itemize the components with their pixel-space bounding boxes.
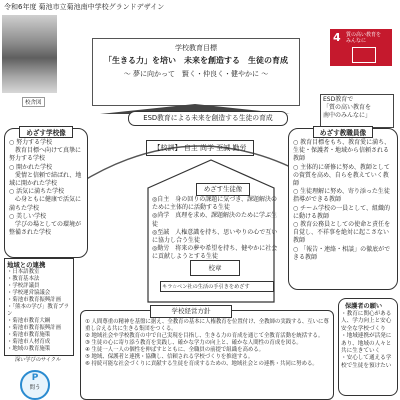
- list-item: ・菊池市教育大綱: [7, 318, 51, 324]
- list-item: ・学校運営協議会: [7, 290, 51, 296]
- list-item: ○ 教育目標をもち、教育愛に満ち、生徒・保護者・地域から信頼される教師: [293, 139, 391, 163]
- goal-line2: ～ 夢に向かって 賢く・仲良く・健やかに ～: [123, 70, 269, 78]
- school-vision-box: [4, 128, 88, 258]
- community-header: 地域との連携: [7, 261, 46, 269]
- list-item: ・学校評議員: [7, 283, 40, 289]
- list-item: ◎至誠 人権意識を持ち、思いやりの心で互いに協力し合う生徒: [152, 228, 278, 245]
- school-vision-header: めざす学校像: [19, 126, 73, 138]
- cycle-p: P: [31, 373, 39, 383]
- list-item: ○ チーム学校の一員として、組織的に動ける教師: [293, 204, 391, 220]
- cycle-circle: [20, 370, 50, 400]
- community-box: [4, 258, 74, 356]
- list-item: ⑤ 地域、保護者と連携・協働し、信頼される学校づくりを推進する。: [85, 354, 254, 360]
- management-policy-header: 学校経営方針: [150, 305, 232, 318]
- goal-line1: 「生きる力」を培い 未来を創造する 生徒の育成: [104, 56, 288, 65]
- teacher-image-box: [288, 128, 398, 290]
- list-item: ○ 努力する学校: [9, 139, 53, 146]
- school-photo: [2, 15, 57, 93]
- list-item: ・菊池市教育振興計画: [7, 297, 61, 303]
- management-policy-box: [80, 310, 334, 400]
- list-item: 学びの場としての環境が整備された学校: [9, 221, 82, 237]
- teacher-image-header: めざす教職員像: [313, 126, 373, 138]
- list-item: ◎自主 身の回りの課題に気づき、課題解決のために主体的に活動する生徒: [152, 196, 277, 212]
- sdg-number: 4: [333, 31, 341, 44]
- goal-heading: 学校教育目標: [175, 44, 217, 52]
- list-item: ・菊池市人材育成: [7, 339, 51, 345]
- school-motto: 【校訓】 自主 尚学 至誠 勤労: [146, 140, 254, 156]
- list-item: ・安心して通える学校で生徒を預けたい: [341, 355, 392, 369]
- list-item: ・菊池市教育施策: [7, 332, 51, 338]
- list-item: ○ 活気に満ちた学校: [9, 188, 65, 196]
- sdg-4-logo: [330, 29, 392, 66]
- list-item: ② 地域社会や学校教育の中で自己実現を目指し、生きる力の育成を通じて全教育活動を統括する。: [85, 333, 324, 339]
- education-goal-box: [92, 38, 300, 106]
- list-item: ○ 「報告・連絡・相談」の徹底ができる教師: [293, 245, 391, 261]
- list-item: ・地域の教育施策: [7, 346, 51, 352]
- esd-banner: ESD教育による未来を創造する生徒の育成: [128, 111, 288, 126]
- guardian-header: 保護者の願い: [345, 303, 383, 310]
- list-item: ③ 生徒の心に寄り添う教育を実践し、確かな学力の向上と、確かな人間性の育成を図る。: [85, 340, 302, 346]
- photo-caption: 校舎図: [22, 97, 45, 107]
- list-item: ○ 美しい学校: [9, 212, 47, 220]
- list-item: ・教育に関心がある人、学力向上と安心安全な学校づくり: [341, 311, 392, 332]
- document-title: 令和6年度 菊池市立菊池南中学校グランドデザイン: [4, 3, 165, 11]
- list-item: ・教育基本法: [7, 276, 40, 282]
- list-item: ◎尚学 真理を求め、課題解決のために学ぶ生徒: [152, 212, 277, 228]
- guardian-box: [338, 298, 398, 396]
- book-icon: [352, 47, 376, 63]
- list-item: 心身ともに健康で活気に満ちた学校: [9, 196, 82, 212]
- list-item: ・「熊本の学び」教育プラン: [7, 304, 69, 317]
- list-item: 教育目標へ向けて真摯に努力する学校: [9, 147, 82, 163]
- list-item: ・地域連携が活発にあり、地域の人々と共に生きていく: [341, 333, 392, 355]
- list-item: ○ 教育公務員としての使命と責任を自覚し、不祥事を絶対に起こさない教師: [293, 221, 391, 245]
- list-item: ・日本語教室: [7, 269, 40, 275]
- list-item: ・菊池市教育振興計画: [7, 325, 61, 331]
- cycle-step: 問う: [29, 385, 41, 391]
- list-item: 愛情と信頼で結ばれ、地域に開かれた学校: [9, 171, 82, 188]
- sdg-text: 質の高い教育を みんなに: [346, 32, 382, 44]
- student-image-header: めざす生徒像: [196, 183, 250, 196]
- list-item: ○ 生徒理解に努め、寄り添った生徒指導ができる教師: [293, 188, 390, 204]
- school-emblem-label: 校章: [190, 260, 240, 276]
- list-item: ⑥ 持続可能な社会づくりに貢献する生徒を育成するための、地域社会との連携・共同に努める。: [85, 361, 318, 367]
- list-item: ◎勤労 将来の夢や希望を持ち、健やかに社会に貢献しようとする生徒: [152, 245, 278, 261]
- list-item: ④ 生徒一人一人の個性を伸ばすとともに、全職員の前提で組織を高める。: [85, 347, 265, 353]
- guide-note: キラ☆ペン社の生活の手引きをめざす: [160, 281, 274, 292]
- esd-side-note: ESD教育で 「質の高い教育を 南中のみんなに」: [320, 94, 394, 128]
- list-item: ○ 主体的に研修に努め、教師としての資質を高め、自らを教えていく教師: [293, 163, 390, 188]
- list-item: ○ 開かれた学校: [9, 163, 53, 171]
- cycle-label: 深い学びのサイクル: [14, 357, 62, 363]
- list-item: ① 人間尊重の精神を基盤に据え、全教育の基本に人権教育を位置付け、全教師の実践する、互いに尊重し合える共に生きる集団をつくる。: [85, 319, 329, 332]
